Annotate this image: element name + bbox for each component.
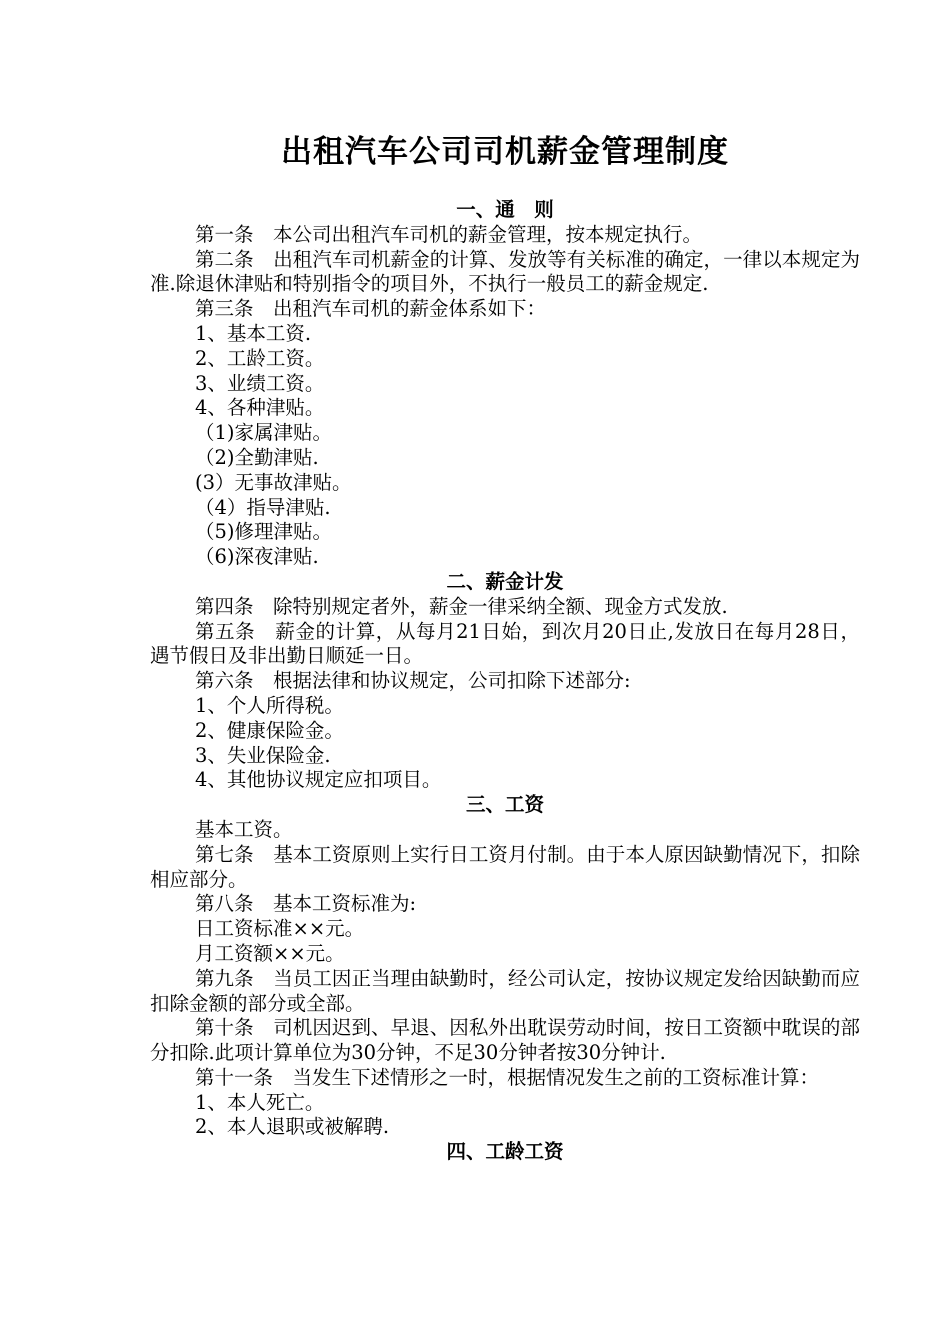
list-item: 2、工龄工资。 [195, 346, 325, 370]
article-text: 根据法律和协议规定，公司扣除下述部分: [273, 669, 631, 693]
list-item: 2、本人退职或被解聘. [195, 1115, 390, 1139]
article-text: 出租汽车司机薪金的计算、发放等有关标准的确定，一律以本规定为准.除退休津贴和特别指令的项目外，不执行一般员工的薪金规定. [150, 247, 860, 296]
list-item: 1、本人死亡。 [195, 1090, 325, 1114]
article-text: 薪金的计算，从每月21日始，到次月20日止,发放日在每月28日，遇节假日及非出勤日顺延一日。 [150, 619, 860, 668]
list-item: 3、失业保险金. [195, 743, 331, 767]
article-9 [150, 967, 860, 1017]
article-number: 第一条 [195, 222, 254, 246]
article-number: 第二条 [195, 247, 254, 271]
article-number: 第十条 [195, 1016, 254, 1040]
article-7 [150, 843, 860, 893]
article-number: 第三条 [195, 297, 254, 321]
list-item: 3、业绩工资。 [195, 371, 325, 395]
list-item: 月工资额××元。 [195, 941, 345, 965]
article-text: 基本工资原则上实行日工资月付制。由于本人原因缺勤情况下，扣除相应部分。 [150, 842, 860, 891]
article-text: 本公司出租汽车司机的薪金管理，按本规定执行。 [273, 222, 703, 246]
article-number: 第四条 [195, 594, 254, 618]
article-2 [150, 248, 860, 298]
article-3 [150, 297, 860, 322]
sub-list-item: （2)全勤津贴. [195, 445, 319, 469]
sub-list-item: (3）无事故津贴。 [195, 470, 352, 494]
article-text: 当发生下述情形之一时，根据情况发生之前的工资标准计算： [292, 1065, 820, 1089]
article-text: 除特别规定者外，薪金一律采纳全额、现金方式发放. [273, 594, 728, 618]
article-text: 基本工资标准为: [273, 892, 417, 916]
document-title: 出租汽车公司司机薪金管理制度 [281, 134, 729, 170]
article-text: 出租汽车司机的薪金体系如下： [273, 297, 547, 321]
article-text: 司机因迟到、早退、因私外出耽误劳动时间，按日工资额中耽误的部分扣除.此项计算单位为30分钟，不足30分钟者按30分钟计. [150, 1016, 860, 1065]
article-4 [150, 595, 860, 620]
sub-list-item: （4）指导津贴. [195, 495, 331, 519]
list-item: 2、健康保险金。 [195, 718, 344, 742]
article-number: 第五条 [195, 619, 256, 643]
subsection-label: 基本工资。 [195, 817, 293, 841]
sub-list-item: （6)深夜津贴. [195, 545, 319, 569]
list-item: 日工资标准××元。 [195, 917, 365, 941]
article-10 [150, 1016, 860, 1066]
article-6 [150, 669, 860, 694]
section-heading-wages: 三、工资 [465, 793, 544, 817]
article-text: 当员工因正当理由缺勤时，经公司认定，按协议规定发给因缺勤而应扣除金额的部分或全部。 [150, 966, 860, 1015]
article-8 [150, 892, 860, 917]
document-body [150, 198, 860, 1165]
section-heading-seniority-wage: 四、工龄工资 [446, 1140, 564, 1164]
section-heading-general: 一、通 则 [456, 198, 554, 221]
section-heading-salary-payment: 二、薪金计发 [446, 569, 564, 593]
sub-list-item: （5)修理津贴。 [195, 520, 333, 544]
article-number: 第六条 [195, 669, 254, 693]
article-number: 第七条 [195, 842, 254, 866]
list-item: 4、各种津贴。 [195, 396, 325, 420]
list-item: 1、个人所得税。 [195, 693, 344, 717]
article-11 [150, 1066, 860, 1091]
article-1 [150, 223, 860, 248]
article-number: 第十一条 [195, 1065, 274, 1089]
article-number: 第九条 [195, 966, 254, 990]
sub-list-item: （1)家属津贴。 [195, 421, 333, 445]
article-number: 第八条 [195, 892, 254, 916]
list-item: 4、其他协议规定应扣项目。 [195, 768, 442, 792]
article-5 [150, 620, 860, 670]
list-item: 1、基本工资. [195, 321, 312, 345]
